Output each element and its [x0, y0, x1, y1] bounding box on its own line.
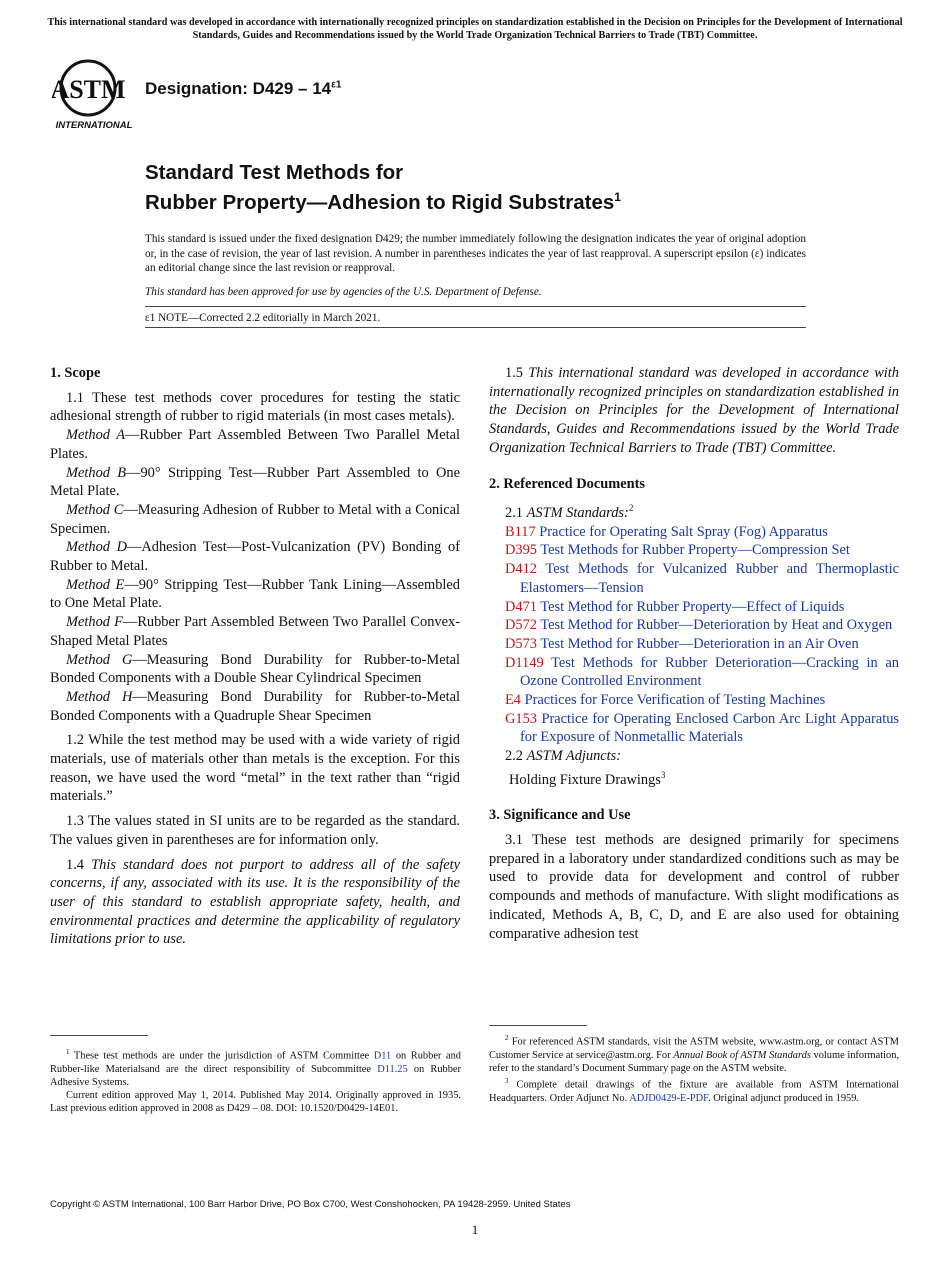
reference-title-link[interactable]: Test Methods for Vulcanized Rubber and Thermoplastic Elastomers—Tension	[520, 561, 899, 596]
paragraph: 1.2 While the test method may be used with a wide variety of rigid materials, use of materials other than metals is the exception. For this reason, we have used the word “metal” in the text rather than “rigid materials.”	[50, 732, 460, 805]
reference-item[interactable]	[505, 598, 899, 617]
logo-text: INTERNATIONAL	[55, 120, 133, 131]
reference-title-link[interactable]: Practice for Operating Salt Spray (Fog) Apparatus	[539, 523, 828, 540]
link-adjunct[interactable]: ADJD0429-E-PDF	[629, 1092, 709, 1104]
reference-item[interactable]	[505, 710, 899, 747]
adjunct-item: Holding Fixture Drawings$^3$	[509, 769, 666, 788]
reference-title-link[interactable]: Practice for Operating Enclosed Carbon Arc Light Apparatus for Exposure of Nonmetallic Materials	[520, 710, 899, 746]
divider	[145, 306, 806, 307]
reference-title-link[interactable]: Practices for Force Verification of Testing Machines	[524, 692, 826, 709]
reference-title-link[interactable]: Test Method for Rubber—Deterioration by Heat and Oxygen	[540, 617, 893, 634]
right-column	[489, 364, 899, 943]
reference-title-link[interactable]: Test Method for Rubber Property—Effect of Liquids	[540, 598, 845, 615]
document-title: Standard Test Methods for Rubber Property—Adhesion to Rigid Substrates$^1$	[145, 161, 621, 214]
methods-list	[50, 426, 460, 725]
method-item: Method C—Measuring Adhesion of Rubber to Metal with a Conical Specimen.	[50, 501, 460, 537]
method-item: Method G—Measuring Bond Durability for Rubber-to-Metal Bonded Components with a Double Shear Cylindrical Specimen	[50, 651, 460, 687]
references-list	[489, 523, 899, 747]
paragraph: 1.5 This international standard was developed in accordance with internationally recognized principles on standardization established in the Decision on Principles for the Development of International Standards, Guides and Recommendations issued by the World Trade Organization Technical Barriers to Trade (TBT) Committee.	[489, 365, 899, 456]
reference-item[interactable]	[505, 616, 899, 635]
designation: Designation: $D429 - 14^{\varepsilon 1}$	[145, 79, 342, 98]
reference-code-link[interactable]: D1149	[505, 654, 544, 671]
paragraph: 2.2 ASTM Adjuncts:	[505, 748, 622, 765]
reference-code-link[interactable]: D572	[505, 617, 537, 634]
paragraph: 1.1 These test methods cover procedures for testing the static adhesional strength of rubber to rigid materials (in most cases metals).	[50, 389, 460, 425]
footnote-2: $^2$ For referenced ASTM standards, visit the ASTM website, www.astm.org, or contact ASTM Customer Service at service@astm.org. For Annual Book of ASTM Standards volume information, refer to the standard’s Document Summary page on the ASTM website. $^3$ Complete detail drawings of the fixture are available from ASTM International Headquarters. Order Adjunct No. ADJD0429-E-PDF. Original adjunct produced in 1959.	[489, 1034, 899, 1104]
method-item: Method B—90° Stripping Test—Rubber Part Assembled to One Metal Plate.	[50, 464, 460, 500]
dod-approval: This standard has been approved for use by agencies of the U.S. Department of Defense.	[145, 286, 542, 298]
reference-item[interactable]	[505, 654, 899, 691]
method-item: Method A—Rubber Part Assembled Between Two Parallel Metal Plates.	[50, 427, 460, 462]
section-heading: 1. Scope	[50, 365, 101, 381]
footnote-3: $^3$ Complete detail drawings of the fixture are available from ASTM International Headquarters. Order Adjunct No. ADJD0429-E-PDF. Original adjunct produced in 1959.	[489, 1077, 899, 1104]
reference-code-link[interactable]: G153	[505, 710, 537, 727]
top-notice: This international standard was developed in accordance with internationally recognized principles on standardization established in the Decision on Principles for the Development of International Standards, Guides and Recommendations issued by the World Trade Organization Technical Barriers to Trade (TBT) Committee.	[47, 17, 903, 41]
reference-code-link[interactable]: D395	[505, 542, 537, 559]
reference-code-link[interactable]: D573	[505, 635, 537, 652]
footnote-divider	[50, 1035, 148, 1036]
method-item: Method D—Adhesion Test—Post-Vulcanization (PV) Bonding of Rubber to Metal.	[50, 539, 460, 575]
section-heading: 3. Significance and Use	[489, 807, 631, 824]
reference-item[interactable]	[505, 523, 899, 542]
paragraph: 2.1 ASTM Standards:$^2$	[505, 503, 634, 522]
reference-code-link[interactable]: E4	[505, 692, 521, 709]
method-item: Method F—Rubber Part Assembled Between Two Parallel Convex-Shaped Metal Plates	[50, 614, 460, 649]
issued-statement: This standard is issued under the fixed designation D429; the number immediately following the designation indicates the year of original adoption or, in the case of revision, the year of last revision. A number in parentheses indicates the year of last reapproval. A superscript epsilon (ε) indicates an editorial change since the last revision or reapproval.	[145, 233, 806, 275]
link-d11[interactable]: D11	[373, 1050, 392, 1062]
reference-item[interactable]	[505, 691, 899, 710]
reference-title-link[interactable]: Test Method for Rubber—Deterioration in an Air Oven	[540, 635, 859, 652]
copyright: Copyright © ASTM International, 100 Barr Harbor Drive, PO Box C700, West Conshohocken, PA 19428-2959. United States	[50, 1199, 571, 1210]
footnote-1: $^1$ These test methods are under the jurisdiction of ASTM Committee D11 on Rubber and Rubber-like Materialsand are the direct responsibility of Subcommittee D11.25 on Rubber Adhesive Systems. Current edition approved May 1, 2014. Published May 2014. Originally approved in 1935. Last previous edition approved in 2008 as D429 – 08. DOI: 10.1520/D0429-14E01.	[50, 1048, 461, 1115]
divider	[145, 327, 806, 328]
reference-title-link[interactable]: Test Methods for Rubber Deterioration—Cracking in an Ozone Controlled Environment	[520, 654, 899, 690]
method-item: Method E—90° Stripping Test—Rubber Tank Lining—Assembled to One Metal Plate.	[50, 576, 460, 612]
method-item: Method H—Measuring Bond Durability for Rubber-to-Metal Bonded Components with a Quadruple Shear Specimen	[50, 688, 460, 724]
footnote-divider	[489, 1025, 587, 1026]
paragraph: 1.3 The values stated in SI units are to be regarded as the standard. The values given in parentheses are for information only.	[50, 813, 460, 848]
reference-item[interactable]	[505, 560, 899, 597]
section-heading: 2. Referenced Documents	[489, 475, 645, 492]
page-number: 1	[471, 1222, 479, 1237]
reference-code-link[interactable]: D471	[505, 598, 537, 615]
left-column	[50, 364, 460, 949]
link-d11-25[interactable]: D11.25	[377, 1063, 408, 1075]
reference-item[interactable]	[505, 635, 899, 654]
reference-item[interactable]	[505, 541, 899, 560]
reference-code-link[interactable]: B117	[505, 523, 536, 540]
reference-code-link[interactable]: D412	[505, 561, 537, 578]
reference-title-link[interactable]: Test Methods for Rubber Property—Compression Set	[540, 542, 850, 559]
editorial-note: ε1 NOTE—Corrected 2.2 editorially in March 2021.	[145, 312, 381, 324]
paragraph: 1.4 This standard does not purport to address all of the safety concerns, if any, associated with its use. It is the responsibility of the user of this standard to establish appropriate safety, health, and environmental practices and determine the applicability of regulatory limitations prior to use.	[50, 856, 460, 948]
svg-text:ASTM: ASTM	[52, 75, 126, 104]
paragraph: 3.1 These test methods are designed primarily for specimens prepared in a laboratory under standardized conditions such as may be used to provide data for development and control of rubber compounds and methods of manufacture. With slight modifications as indicated, Methods A, B, C, D, and E are also used for obtaining comparative adhesion test	[489, 832, 899, 942]
astm-logo	[52, 58, 136, 132]
